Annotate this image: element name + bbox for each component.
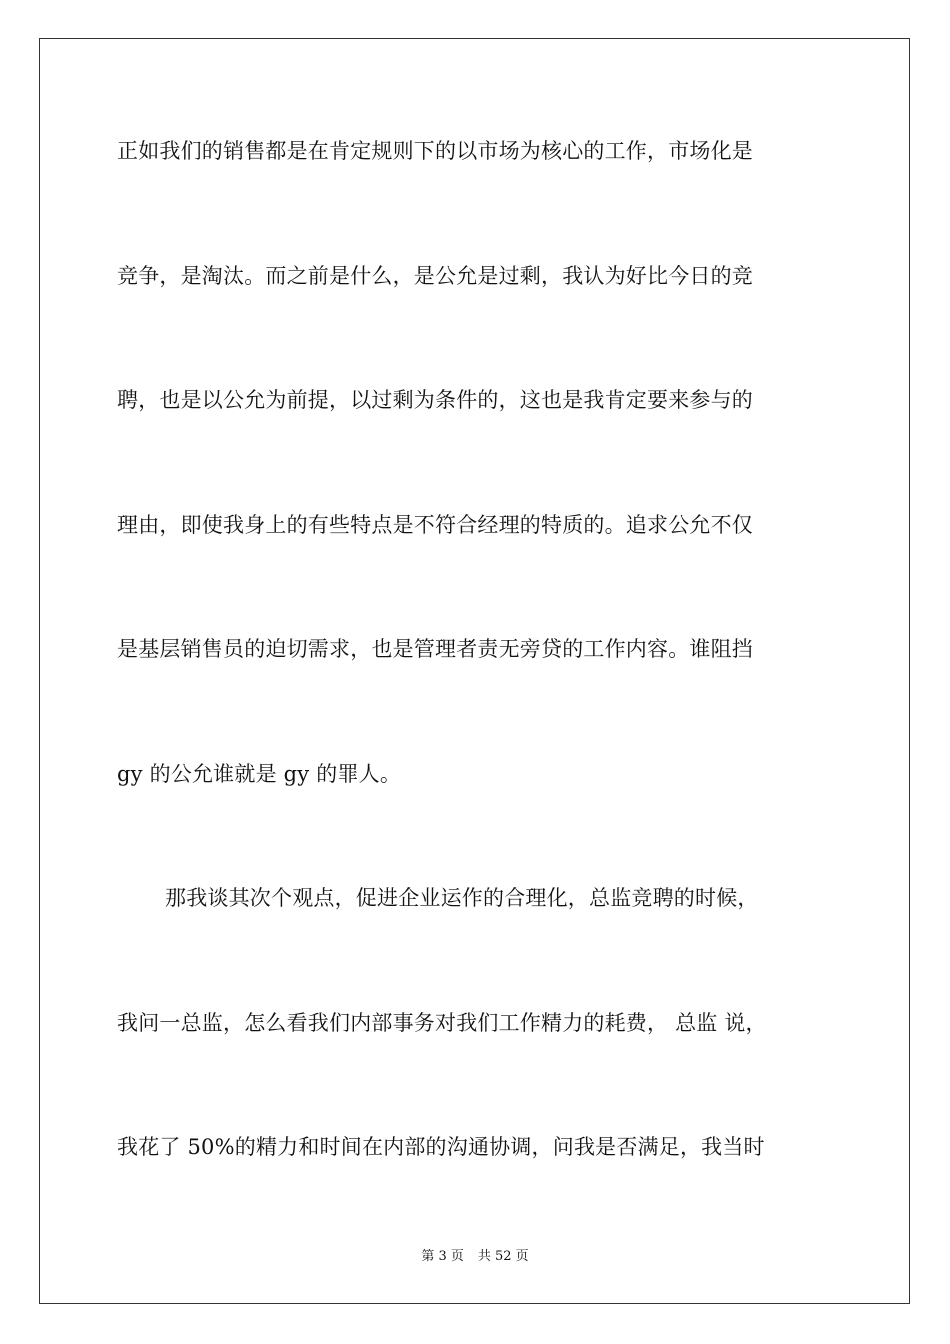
- body-text-line: 聘，也是以公允为前提，以过剩为条件的，这也是我肯定要来参与的: [117, 388, 753, 412]
- body-text-line: 正如我们的销售都是在肯定规则下的以市场为核心的工作，市场化是: [117, 139, 753, 163]
- page-footer: [0, 1248, 950, 1266]
- page-total: 共 52 页: [477, 1249, 529, 1264]
- page-frame: [39, 38, 910, 1304]
- body-text-line: gy 的公允谁就是 gy 的罪人。: [117, 762, 402, 786]
- body-text-line: 是基层销售员的迫切需求，也是管理者责无旁贷的工作内容。谁阻挡: [117, 637, 753, 661]
- body-text-line: 竞争，是淘汰。而之前是什么，是公允是过剩，我认为好比今日的竞: [117, 264, 753, 288]
- page-number: 第 3 页: [421, 1249, 464, 1264]
- body-text-line: 理由，即使我身上的有些特点是不符合经理的特质的。追求公允不仅: [117, 513, 753, 537]
- body-text-line: 我花了 50%的精力和时间在内部的沟通协调，问我是否满足，我当时: [117, 1135, 765, 1159]
- body-text-line: 我问一总监，怎么看我们内部事务对我们工作精力的耗费， 总监 说，: [117, 1011, 767, 1035]
- paragraph-first-line: 那我谈其次个观点，促进企业运作的合理化，总监竞聘的时候，: [165, 886, 759, 910]
